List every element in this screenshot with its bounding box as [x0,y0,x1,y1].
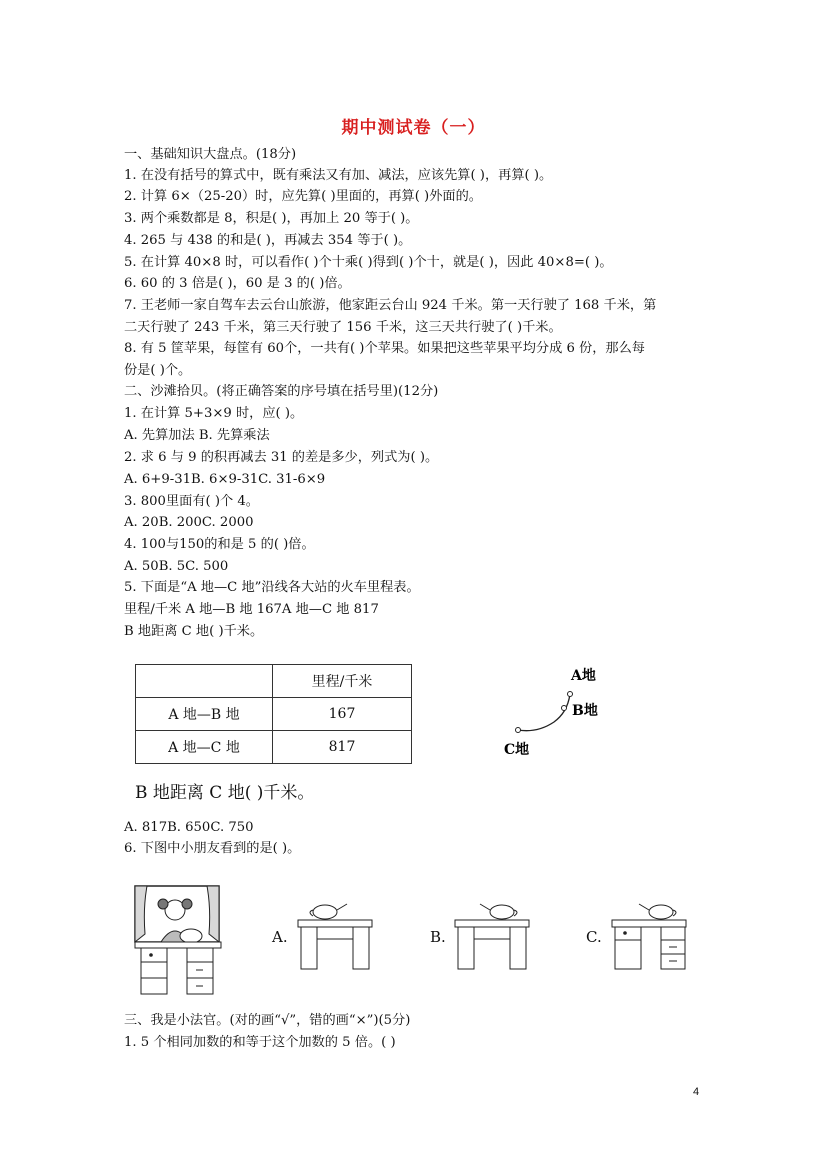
text-line-q1-3: 3. 两个乘数都是 8，积是( )，再加上 20 等于( )。 [124,211,419,226]
text-line-q2-2o: A. 6+9-31B. 6×9-31C. 31-6×9 [124,472,326,487]
station-a-label: A地 [571,668,596,684]
teapot-icon [313,905,337,919]
text-line-q2-3: 3. 800里面有( )个 4。 [124,494,259,509]
desk-right-leg [353,927,369,969]
table-cell-route: A 地—B 地 [136,698,273,731]
text-line-q1-7a: 7. 王老师一家自驾车去云台山旅游，他家距云台山 924 千米。第一天行驶了 168 千米，第 [124,298,657,313]
table-header-mileage: 里程/千米 [273,665,412,698]
station-b-dot [562,706,567,711]
station-b-label: B地 [572,703,598,719]
text-line-q1-6: 6. 60 的 3 倍是( )，60 是 3 的( )倍。 [124,276,351,291]
text-line-q2-4: 4. 100与150的和是 5 的( )倍。 [124,537,315,552]
desk-top [135,942,221,948]
table-cell-km: 167 [273,698,412,731]
station-c-label: C地 [504,742,530,758]
teapot-spout [337,904,347,910]
mileage-table [135,664,412,764]
table-row [136,665,412,698]
table-cell-route: A 地—C 地 [136,731,273,764]
station-a-dot [568,692,573,697]
teapot-spout [480,904,490,910]
text-line-q1-4: 4. 265 与 438 的和是( )，再减去 354 等于( )。 [124,233,412,248]
desk-top [298,920,372,927]
page-title: 期中测试卷（一） [341,118,486,138]
option-b-desk [452,898,532,970]
left-curtain [135,886,147,942]
teapot-icon [180,929,202,943]
text-line-q1-5: 5. 在计算 40×8 时，可以看作( )个十乘( )得到( )个十，就是( )，因此 40×8=( )。 [124,255,613,270]
drawer-knob [623,931,627,935]
desk-right-leg [510,927,526,969]
option-b-label: B. [430,928,446,946]
teapot-handle [514,910,517,916]
text-line-q2-1o: A. 先算加法 B. 先算乘法 [124,428,270,443]
drawer-knob [149,953,153,957]
teapot-icon [649,905,673,919]
text-line-q1-7b: 二天行驶了 243 千米，第三天行驶了 156 千米，这三天共行驶了( )千米。 [124,320,562,335]
route-map [496,660,626,770]
text-line-q1-8b: 份是( )个。 [124,363,192,378]
desk-left-leg [301,927,317,969]
teapot-icon [490,905,514,919]
figure-caption-distance: B 地距离 C 地( )千米。 [135,783,315,803]
table-cell-empty [136,665,273,698]
desk-center-panel [474,927,510,939]
text-line-q2-5: 5. 下面是“A 地—C 地”沿线各大站的火车里程表。 [124,580,420,595]
text-line-q2-2: 2. 求 6 与 9 的积再减去 31 的差是多少，列式为( )。 [124,450,439,465]
route-line [518,694,570,731]
text-line-s3: 三、我是小法官。(对的画“√”，错的画“×”)(5分) [124,1013,411,1028]
teapot-handle [673,910,676,916]
desk-left-cabinet [615,927,641,969]
teapot-spout [639,904,649,910]
page-number: 4 [693,1086,700,1098]
station-c-dot [516,728,521,733]
option-a-label: A. [272,928,288,946]
text-line-q3-1: 1. 5 个相同加数的和等于这个加数的 5 倍。( ) [124,1035,396,1050]
text-line-q1-1: 1. 在没有括号的算式中，既有乘法又有加、减法，应该先算( )，再算( )。 [124,168,553,183]
text-line-s2: 二、沙滩拾贝。(将正确答案的序号填在括号里)(12分) [124,384,439,399]
child-hair-left [158,899,168,909]
desk-left-leg [458,927,474,969]
desk-top [612,920,686,927]
text-line-q2-6: 6. 下图中小朋友看到的是( )。 [124,841,301,856]
text-line-s1: 一、基础知识大盘点。(18分) [124,147,297,162]
table-row [136,731,412,764]
table-row [136,698,412,731]
desk-center-panel [317,927,353,939]
child-at-desk-picture [133,884,223,996]
text-line-q2-5t: 里程/千米 A 地—B 地 167A 地—C 地 817 [124,602,379,617]
text-line-q2-3o: A. 20B. 200C. 2000 [124,515,254,530]
option-c-desk [609,898,689,970]
text-line-q1-8a: 8. 有 5 筐苹果，每筐有 60个，一共有( )个苹果。如果把这些苹果平均分成 6 份，那么每 [124,341,645,356]
text-line-q2-5o: A. 817B. 650C. 750 [124,820,254,835]
desk-left-cabinet [141,948,167,994]
text-line-q2-1: 1. 在计算 5+3×9 时，应( )。 [124,406,304,421]
desk-top [455,920,529,927]
table-cell-km: 817 [273,731,412,764]
text-line-q2-5q: B 地距离 C 地( )千米。 [124,624,264,639]
text-line-q1-2: 2. 计算 6×（25-20）时，应先算( )里面的，再算( )外面的。 [124,189,482,204]
text-line-q2-4o: A. 50B. 5C. 500 [124,559,229,574]
option-a-desk [295,898,375,970]
desk-right-cabinet [661,927,685,969]
right-curtain [207,886,219,942]
teapot-handle [310,910,313,916]
option-c-label: C. [586,928,602,946]
desk-right-cabinet [187,948,213,994]
child-hair-right [182,899,192,909]
